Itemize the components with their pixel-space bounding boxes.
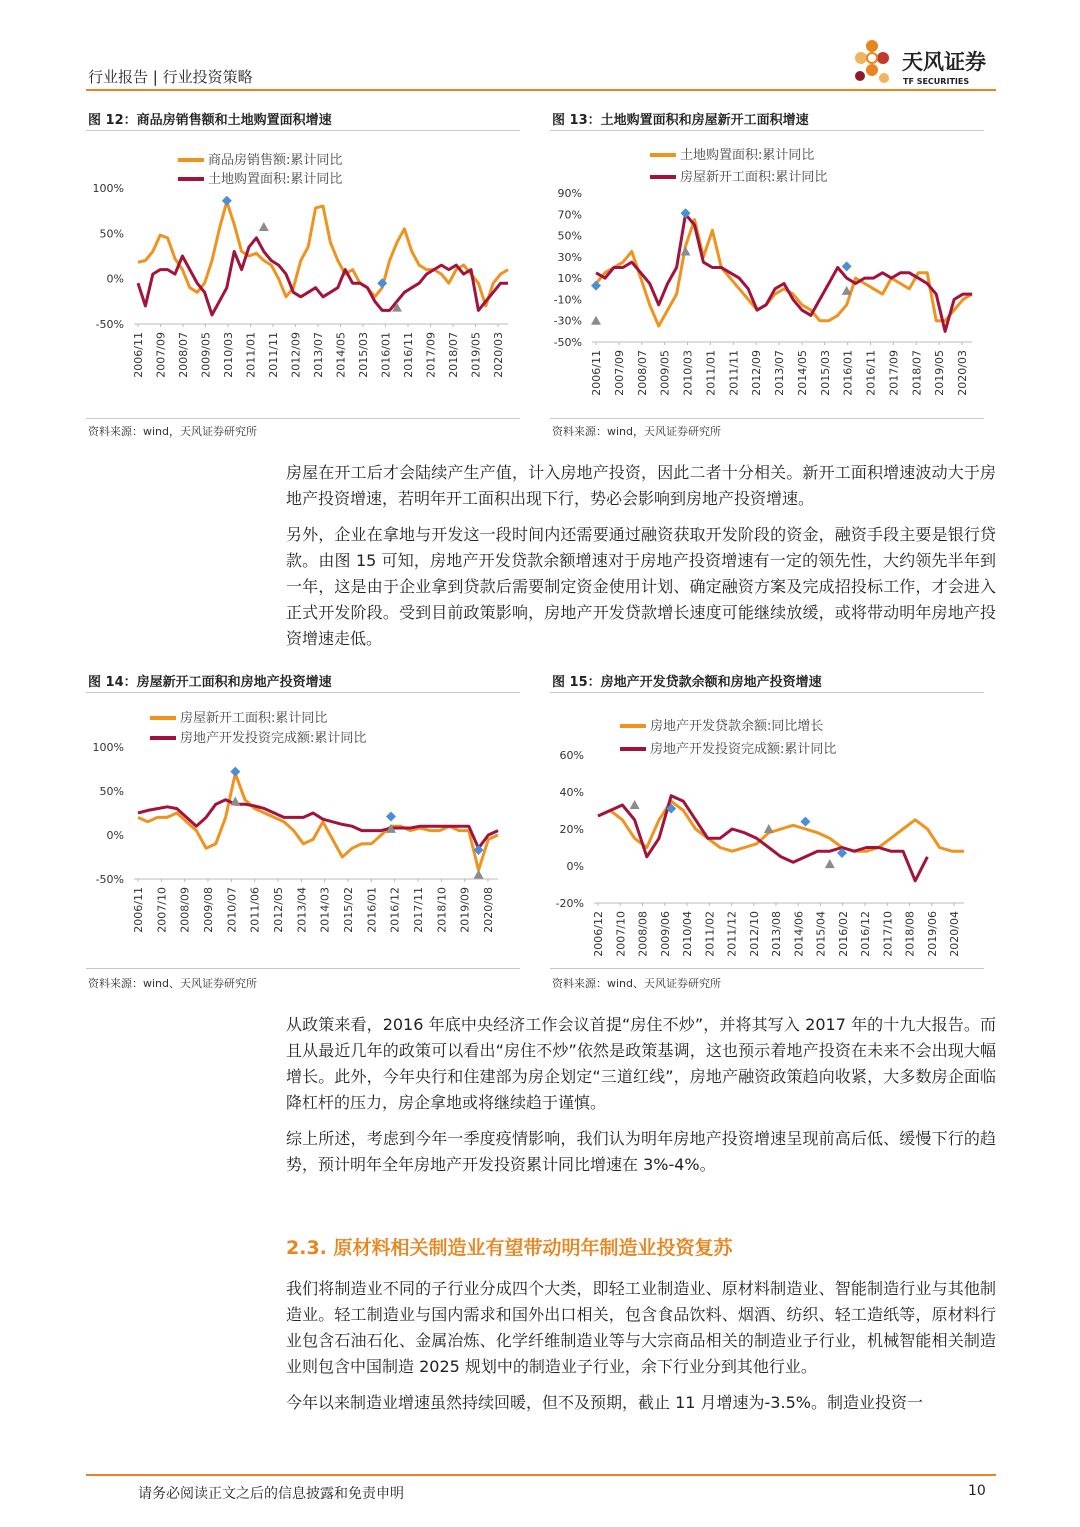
- x-tick-label: 2016/11: [864, 350, 878, 396]
- triangle-marker: [681, 247, 691, 256]
- series-line-orange: [598, 801, 964, 851]
- x-tick-label: 2015/02: [342, 887, 355, 933]
- report-header: 行业报告 | 行业投资策略: [88, 68, 253, 86]
- y-tick-label: 20%: [559, 823, 584, 836]
- x-tick-label: 2010/07: [225, 887, 239, 933]
- x-tick-label: 2007/10: [614, 911, 628, 957]
- x-tick-label: 2015/03: [357, 332, 370, 378]
- triangle-marker: [825, 859, 835, 868]
- logo-cn-text: 天风证券: [902, 50, 986, 74]
- diamond-marker: [222, 196, 232, 206]
- y-tick-label: 10%: [557, 272, 582, 286]
- x-tick-label: 2017/09: [424, 332, 438, 378]
- x-tick-label: 2013/08: [770, 911, 783, 957]
- x-tick-label: 2009/08: [202, 887, 215, 933]
- figure-12-source: 资料来源：wind，天风证券研究所: [88, 425, 258, 438]
- x-tick-label: 2017/11: [412, 887, 425, 933]
- x-tick-label: 2011/12: [725, 911, 739, 957]
- legend-label: 土地购置面积:累计同比: [680, 148, 815, 163]
- paragraph: 我们将制造业不同的子行业分成四个大类，即轻工业制造业、原材料制造业、智能制造行业与其他制造业。轻工制造业与国内需求和国外出口相关，包含食品饮料、烟酒、纺织、轻工造纸等，原材料行业包含石油石化、金属冶炼、化学纤维制造业等与大宗商品相关的制造业子行业，机械智能相关制造业则包含中国制造 2025 规划中的制造业子行业，余下行业分到其他行业。: [286, 1279, 996, 1376]
- y-tick-label: 60%: [559, 749, 584, 762]
- paragraph: 另外，企业在拿地与开发这一段时间内还需要通过融资获取开发阶段的资金，融资手段主要是银行贷款。由图 15 可知，房地产开发贷款余额增速对于房地产投资增速有一定的领先性，大约领先半年到一年，这是由于企业拿到贷款后需要制定资金使用计划、确定融资方案及完成招投标工作，才会进入正式开发阶段。受到目前政策影响，房地产开发贷款增长速度可能继续放缓，或将带动明年房地产投资增速走低。: [286, 525, 996, 648]
- x-tick-label: 2012/09: [750, 350, 764, 396]
- figure-12-bottom-rule: [86, 418, 520, 419]
- x-tick-label: 2009/05: [658, 350, 672, 396]
- y-tick-label: 50%: [99, 227, 124, 241]
- series-line-orange: [596, 220, 972, 326]
- x-tick-label: 2018/07: [447, 332, 460, 378]
- x-tick-label: 2009/06: [658, 911, 672, 957]
- diamond-marker: [800, 817, 810, 827]
- chart-figure-12: [86, 140, 520, 415]
- chart-figure-14: [86, 702, 520, 966]
- footer-rule: [86, 1474, 996, 1476]
- x-tick-label: 2008/07: [635, 350, 649, 396]
- series-line-red: [138, 800, 498, 848]
- x-tick-label: 2019/06: [925, 911, 939, 957]
- x-tick-label: 2015/03: [818, 350, 832, 396]
- y-tick-label: 0%: [106, 272, 124, 286]
- x-tick-label: 2018/08: [903, 911, 917, 957]
- chart-figure-15: [550, 702, 984, 966]
- x-tick-label: 2007/10: [155, 887, 169, 933]
- x-tick-label: 2006/11: [590, 350, 603, 396]
- x-tick-label: 2010/03: [222, 332, 235, 378]
- figure-14-title: 图 14：房屋新开工面积和房地产投资增速: [88, 675, 332, 690]
- y-tick-label: -10%: [553, 293, 582, 307]
- logo-en-text: TF SECURITIES: [903, 77, 970, 86]
- x-tick-label: 2010/03: [681, 350, 695, 396]
- legend-label: 房地产开发投资完成额:累计同比: [650, 742, 837, 757]
- y-tick-label: -50%: [553, 336, 582, 349]
- triangle-marker: [630, 800, 640, 809]
- figure-13-rule: [550, 130, 984, 131]
- x-tick-label: 2016/11: [402, 332, 415, 378]
- x-tick-label: 2019/05: [933, 350, 947, 396]
- x-tick-label: 2016/02: [836, 911, 850, 957]
- x-tick-label: 2013/07: [773, 350, 786, 396]
- x-tick-label: 2013/04: [295, 887, 309, 933]
- logo-flower-icon: [850, 36, 1000, 92]
- y-tick-label: 70%: [557, 208, 582, 222]
- paragraph: 从政策来看，2016 年底中央经济工作会议首提“房住不炒”，并将其写入 2017 年的十九大报告。而且从最近几年的政策可以看出“房住不炒”依然是政策基调，这也预示着地产投资在未来不会出现大幅增长。此外，今年央行和住建部为房企划定“三道红线”，房地产融资政策趋向收紧，大多数房企面临降杠杆的压力，房企拿地或将继续趋于谨慎。: [286, 1015, 996, 1112]
- y-tick-label: -30%: [553, 314, 582, 328]
- y-tick-label: -50%: [95, 873, 124, 886]
- figure-15-bottom-rule: [550, 968, 984, 969]
- triangle-marker: [591, 316, 601, 325]
- y-tick-label: 40%: [559, 786, 584, 799]
- body-text-middle: [286, 1012, 996, 1188]
- x-tick-label: 2011/01: [244, 332, 258, 378]
- figure-14-bottom-rule: [86, 968, 520, 969]
- x-tick-label: 2006/12: [592, 911, 605, 957]
- x-tick-label: 2015/04: [814, 911, 828, 957]
- x-tick-label: 2016/12: [388, 887, 402, 933]
- y-tick-label: -20%: [555, 897, 584, 910]
- figure-13-title: 图 13：土地购置面积和房屋新开工面积增速: [552, 113, 809, 128]
- legend-label: 房屋新开工面积:累计同比: [180, 711, 328, 726]
- paragraph: 综上所述，考虑到今年一季度疫情影响，我们认为明年房地产投资增速呈现前高后低、缓慢下行的趋势，预计明年全年房地产开发投资累计同比增速在 3%-4%。: [286, 1129, 996, 1174]
- x-tick-label: 2014/06: [792, 911, 806, 957]
- figure-12-title: 图 12：商品房销售额和土地购置面积增速: [88, 113, 332, 128]
- x-tick-label: 2010/04: [681, 911, 694, 957]
- figure-15-rule: [550, 692, 984, 693]
- x-tick-label: 2012/10: [747, 911, 761, 957]
- x-tick-label: 2011/11: [267, 332, 280, 378]
- figure-12-rule: [86, 130, 520, 131]
- y-tick-label: 90%: [557, 187, 582, 200]
- y-tick-label: 100%: [92, 741, 124, 754]
- diamond-marker: [230, 767, 240, 777]
- y-tick-label: -50%: [95, 318, 124, 331]
- y-tick-label: 30%: [557, 250, 582, 264]
- x-tick-label: 2012/05: [272, 887, 285, 933]
- y-tick-label: 100%: [92, 182, 124, 195]
- figure-15-source: 资料来源：wind、天风证券研究所: [552, 977, 722, 990]
- x-tick-label: 2014/03: [318, 887, 332, 933]
- x-tick-label: 2020/04: [948, 911, 961, 957]
- x-tick-label: 2020/08: [482, 887, 495, 933]
- diamond-marker: [591, 281, 601, 291]
- x-tick-label: 2012/09: [289, 332, 303, 378]
- series-line-orange: [138, 202, 508, 306]
- legend-label: 房屋新开工面积:累计同比: [680, 170, 828, 185]
- x-tick-label: 2011/11: [727, 350, 741, 396]
- body-text-bottom: [286, 1276, 996, 1426]
- x-tick-label: 2006/11: [132, 332, 145, 378]
- body-text-top: [286, 460, 996, 662]
- x-tick-label: 2008/08: [636, 911, 650, 957]
- chart-figure-13: [550, 140, 984, 415]
- x-tick-label: 2018/10: [435, 887, 449, 933]
- x-tick-label: 2011/01: [704, 350, 718, 396]
- x-tick-label: 2020/03: [492, 332, 505, 378]
- x-tick-label: 2016/01: [841, 350, 855, 396]
- legend-label: 房地产开发投资完成额:累计同比: [180, 731, 367, 746]
- x-tick-label: 2006/11: [132, 887, 145, 933]
- x-tick-label: 2007/09: [612, 350, 626, 396]
- x-tick-label: 2017/10: [881, 911, 895, 957]
- triangle-marker: [764, 824, 774, 833]
- x-tick-label: 2008/07: [177, 332, 190, 378]
- x-tick-label: 2016/12: [859, 911, 872, 957]
- x-tick-label: 2011/02: [703, 911, 717, 957]
- x-tick-label: 2007/09: [154, 332, 168, 378]
- x-tick-label: 2014/05: [795, 350, 809, 396]
- x-tick-label: 2011/06: [248, 887, 262, 933]
- section-heading: 2.3. 原材料相关制造业有望带动明年制造业投资复苏: [286, 1237, 733, 1259]
- triangle-marker: [259, 222, 269, 231]
- x-tick-label: 2009/05: [199, 332, 213, 378]
- x-tick-label: 2016/01: [379, 332, 393, 378]
- paragraph: 今年以来制造业增速虽然持续回暖，但不及预期，截止 11 月增速为-3.5%。制造业投资一: [286, 1393, 923, 1412]
- x-tick-label: 2016/01: [365, 887, 379, 933]
- y-tick-label: 0%: [106, 829, 124, 842]
- company-logo: [850, 36, 1000, 92]
- footer-disclaimer: 请务必阅读正文之后的信息披露和免责申明: [138, 1486, 404, 1502]
- y-tick-label: 50%: [557, 229, 582, 243]
- x-tick-label: 2020/03: [956, 350, 969, 396]
- legend-label: 商品房销售额:累计同比: [208, 153, 343, 168]
- x-tick-label: 2018/07: [910, 350, 924, 396]
- y-tick-label: 50%: [99, 785, 124, 798]
- x-tick-label: 2008/09: [178, 887, 192, 933]
- paragraph: 房屋在开工后才会陆续产生产值，计入房地产投资，因此二者十分相关。新开工面积增速波动大于房地产投资增速，若明年开工面积出现下行，势必会影响到房地产投资增速。: [286, 463, 996, 508]
- diamond-marker: [842, 261, 852, 271]
- page-number: 10: [968, 1483, 986, 1499]
- x-tick-label: 2019/09: [458, 887, 472, 933]
- x-tick-label: 2019/05: [469, 332, 483, 378]
- legend-label: 房地产开发贷款余额:同比增长: [650, 719, 824, 734]
- diamond-marker: [386, 812, 396, 822]
- figure-15-title: 图 15：房地产开发贷款余额和房地产投资增速: [552, 675, 822, 690]
- figure-13-bottom-rule: [550, 418, 984, 419]
- y-tick-label: 0%: [566, 860, 584, 873]
- figure-14-source: 资料来源：wind、天风证券研究所: [88, 977, 258, 990]
- figure-14-rule: [86, 692, 520, 693]
- x-tick-label: 2017/09: [887, 350, 901, 396]
- triangle-marker: [474, 870, 484, 879]
- x-tick-label: 2013/07: [312, 332, 325, 378]
- legend-label: 土地购置面积:累计同比: [208, 172, 343, 187]
- figure-13-source: 资料来源：wind，天风证券研究所: [552, 425, 722, 438]
- x-tick-label: 2014/05: [334, 332, 348, 378]
